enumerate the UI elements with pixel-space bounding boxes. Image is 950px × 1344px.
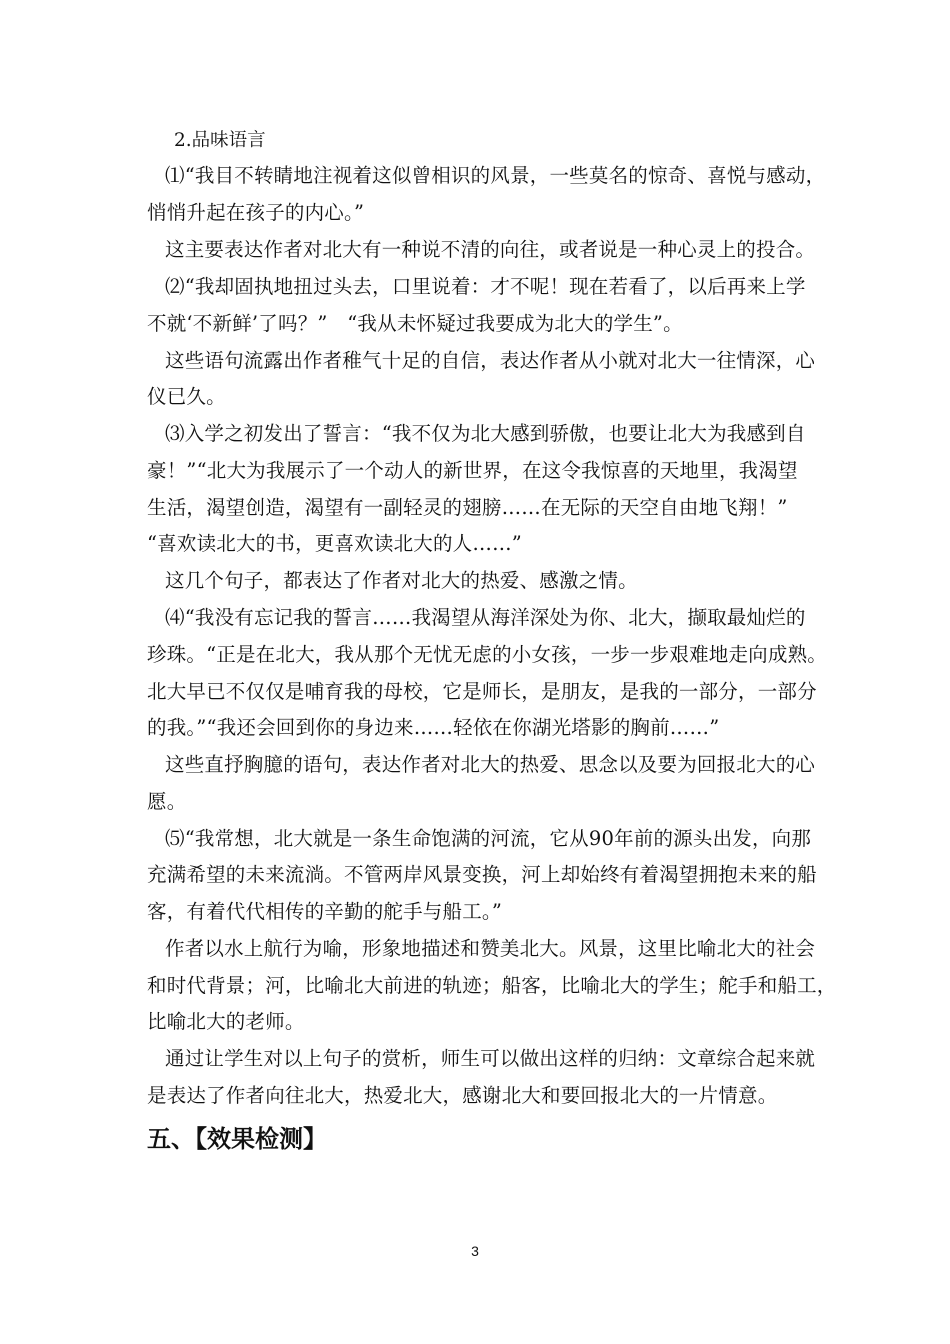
text-line: ⑴“我目不转睛地注视着这似曾相识的风景，一些莫名的惊奇、喜悦与感动， <box>165 164 826 187</box>
text-line: ⑸“我常想，北大就是一条生命饱满的河流，它从90年前的源头出发，向那 <box>165 827 812 850</box>
text-line: 生活，渴望创造，渴望有一副轻灵的翅膀……在无际的天空自由地飞翔！” <box>147 496 788 519</box>
text-line: 比喻北大的老师。 <box>147 1010 305 1033</box>
text-line: 豪！”“北大为我展示了一个动人的新世界，在这令我惊喜的天地里，我渴望 <box>147 459 798 482</box>
text-line: 这几个句子，都表达了作者对北大的热爱、感激之情。 <box>165 569 638 592</box>
text-line: 的我。”“我还会回到你的身边来……轻依在你湖光塔影的胸前……” <box>147 716 720 739</box>
text-line: ⑷“我没有忘记我的誓言……我渴望从海洋深处为你、北大，撷取最灿烂的 <box>165 606 806 629</box>
text-line: 和时代背景；河，比喻北大前进的轨迹；船客，比喻北大的学生；舵手和船工， <box>147 974 837 997</box>
text-line: 是表达了作者向往北大，热爱北大，感谢北大和要回报北大的一片情意。 <box>147 1084 778 1107</box>
text-line: “喜欢读北大的书，更喜欢读北大的人……” <box>147 532 522 555</box>
subheading: 2.品味语言 <box>174 130 266 151</box>
text-line: ⑵“我却固执地扭过头去，口里说着：才不呢！现在若看了，以后再来上学 <box>165 275 806 298</box>
text-line: 不就‘不新鲜’了吗？” “我从未怀疑过我要成为北大的学生”。 <box>147 312 683 335</box>
text-line: 通过让学生对以上句子的赏析，师生可以做出这样的归纳：文章综合起来就 <box>165 1047 816 1070</box>
text-line: 这主要表达作者对北大有一种说不清的向往，或者说是一种心灵上的投合。 <box>165 238 816 261</box>
page-number: 3 <box>471 1243 479 1259</box>
text-line: 这些语句流露出作者稚气十足的自信，表达作者从小就对北大一往情深，心 <box>165 349 816 372</box>
text-line: 珍珠。“正是在北大，我从那个无忧无虑的小女孩，一步一步艰难地走向成熟。 <box>147 643 827 666</box>
text-line: 悄悄升起在孩子的内心。” <box>147 201 365 224</box>
text-line: 仪已久。 <box>147 385 226 408</box>
text-line: 北大早已不仅仅是哺育我的母校，它是师长，是朋友，是我的一部分，一部分 <box>147 680 817 703</box>
text-line: 客，有着代代相传的辛勤的舵手与船工。” <box>147 900 503 923</box>
text-line: ⑶入学之初发出了誓言：“我不仅为北大感到骄傲，也要让北大为我感到自 <box>165 422 806 445</box>
section-heading: 五、【效果检测】 <box>147 1124 327 1153</box>
text-line: 愿。 <box>147 790 187 813</box>
text-line: 充满希望的未来流淌。不管两岸风景变换，河上却始终有着渴望拥抱未来的船 <box>147 863 817 886</box>
text-line: 作者以水上航行为喻，形象地描述和赞美北大。风景，这里比喻北大的社会 <box>165 937 816 960</box>
text-line: 这些直抒胸臆的语句，表达作者对北大的热爱、思念以及要为回报北大的心 <box>165 753 816 776</box>
